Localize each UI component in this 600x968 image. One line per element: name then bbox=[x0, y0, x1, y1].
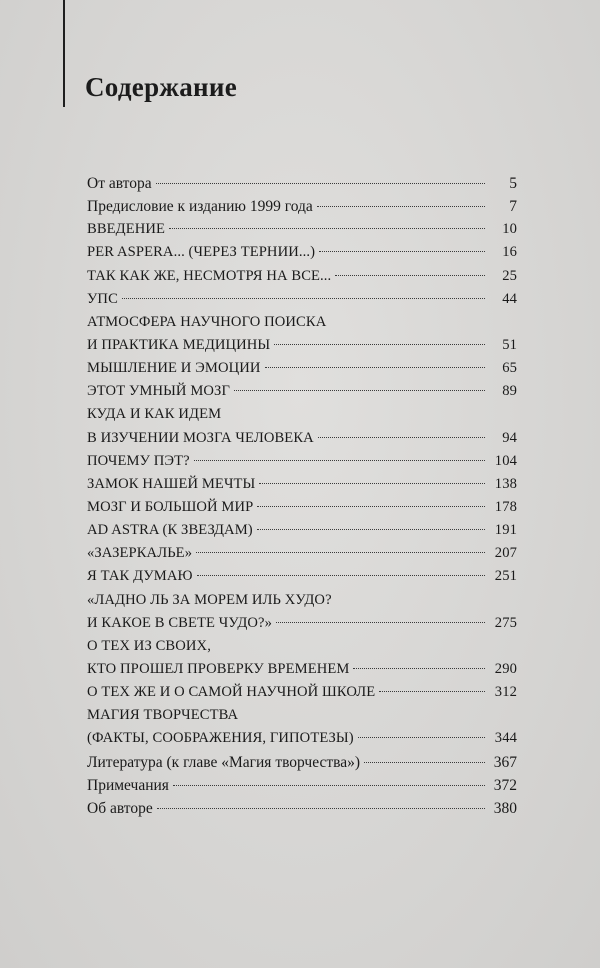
dot-leader bbox=[196, 552, 485, 553]
toc-entry-title: АТМОСФЕРА НАУЧНОГО ПОИСКА bbox=[87, 313, 327, 330]
toc-page-number: 251 bbox=[494, 568, 517, 585]
toc-line bbox=[87, 334, 517, 357]
toc-page-number: 207 bbox=[494, 545, 517, 562]
toc-line bbox=[87, 496, 517, 519]
toc-page-number: 372 bbox=[493, 776, 517, 794]
toc-line bbox=[87, 241, 517, 264]
toc-line bbox=[87, 473, 517, 496]
toc-line bbox=[87, 265, 517, 288]
dot-leader bbox=[364, 762, 485, 763]
toc-line bbox=[87, 172, 517, 195]
toc-entry-title: МАГИЯ ТВОРЧЕСТВА bbox=[87, 707, 239, 724]
dot-leader bbox=[197, 575, 485, 576]
toc-line bbox=[87, 288, 517, 311]
toc-line bbox=[87, 565, 517, 588]
toc-page-number: 380 bbox=[493, 799, 517, 817]
toc-line bbox=[87, 357, 517, 380]
toc-page-number: 7 bbox=[509, 198, 517, 216]
toc-line bbox=[87, 797, 517, 820]
dot-leader bbox=[274, 344, 485, 345]
toc-line bbox=[87, 635, 517, 658]
dot-leader bbox=[318, 437, 485, 438]
toc-line bbox=[87, 450, 517, 473]
toc-page-number: 89 bbox=[502, 383, 517, 400]
dot-leader bbox=[257, 506, 485, 507]
dot-leader bbox=[173, 785, 485, 786]
dot-leader bbox=[259, 483, 485, 484]
dot-leader bbox=[276, 622, 485, 623]
toc-page-number: 94 bbox=[502, 429, 517, 446]
toc-page-number: 275 bbox=[494, 614, 517, 631]
toc-entry-title: (ФАКТЫ, СООБРАЖЕНИЯ, ГИПОТЕЗЫ) bbox=[87, 730, 354, 747]
toc-entry-title: И ПРАКТИКА МЕДИЦИНЫ bbox=[87, 336, 271, 353]
dot-leader bbox=[358, 737, 485, 738]
dot-leader bbox=[317, 206, 485, 207]
toc-line bbox=[87, 519, 517, 542]
toc-entry-title: PER ASPERA... (ЧЕРЕЗ ТЕРНИИ...) bbox=[87, 244, 316, 261]
toc-line bbox=[87, 751, 517, 774]
dot-leader bbox=[379, 691, 485, 692]
toc-line bbox=[87, 774, 517, 797]
page-title: Содержание bbox=[85, 72, 238, 102]
dot-leader bbox=[122, 298, 485, 299]
toc-page-number: 138 bbox=[494, 475, 517, 492]
dot-leader bbox=[156, 183, 485, 184]
toc-page-number: 65 bbox=[502, 360, 517, 377]
toc-page-number: 367 bbox=[493, 753, 517, 771]
toc-entry-title: В ИЗУЧЕНИИ МОЗГА ЧЕЛОВЕКА bbox=[87, 429, 314, 446]
toc-line bbox=[87, 218, 517, 241]
toc-entry-title: О ТЕХ ИЗ СВОИХ, bbox=[87, 637, 211, 654]
toc-line bbox=[87, 681, 517, 704]
dot-leader bbox=[265, 367, 485, 368]
toc-entry-title: Примечания bbox=[87, 776, 169, 794]
toc-line bbox=[87, 195, 517, 218]
toc-entry-title: Предисловие к изданию 1999 года bbox=[87, 198, 313, 216]
dot-leader bbox=[353, 668, 485, 669]
dot-leader bbox=[169, 228, 485, 229]
toc-entry-title: МОЗГ И БОЛЬШОЙ МИР bbox=[87, 498, 254, 515]
toc-line bbox=[87, 380, 517, 403]
toc-line bbox=[87, 727, 517, 750]
toc-page-number: 104 bbox=[494, 452, 517, 469]
toc-line bbox=[87, 311, 517, 334]
toc-page-number: 44 bbox=[502, 290, 517, 307]
toc-entry-title: КУДА И КАК ИДЕМ bbox=[87, 406, 222, 423]
toc-entry-title: ЭТОТ УМНЫЙ МОЗГ bbox=[87, 383, 230, 400]
toc-page-number: 51 bbox=[502, 336, 517, 353]
toc-entry-title: AD ASTRA (К ЗВЕЗДАМ) bbox=[87, 522, 253, 539]
decorative-vertical-rule bbox=[63, 0, 65, 107]
dot-leader bbox=[234, 390, 485, 391]
toc-entry-title: От автора bbox=[87, 175, 152, 192]
toc-entry-title: МЫШЛЕНИЕ И ЭМОЦИИ bbox=[87, 360, 261, 377]
dot-leader bbox=[194, 460, 485, 461]
toc-page-number: 344 bbox=[494, 730, 517, 747]
dot-leader bbox=[319, 251, 485, 252]
toc-page-number: 10 bbox=[502, 221, 517, 238]
toc-entry-title: Я ТАК ДУМАЮ bbox=[87, 568, 193, 585]
toc-line bbox=[87, 403, 517, 426]
toc-page-number: 5 bbox=[509, 175, 517, 192]
toc-line bbox=[87, 704, 517, 727]
dot-leader bbox=[257, 529, 485, 530]
toc-line bbox=[87, 589, 517, 612]
toc-page-number: 312 bbox=[494, 684, 517, 701]
toc-line bbox=[87, 612, 517, 635]
toc-page-number: 191 bbox=[494, 522, 517, 539]
toc-entry-title: ПОЧЕМУ ПЭТ? bbox=[87, 452, 190, 469]
toc-entry-title: О ТЕХ ЖЕ И О САМОЙ НАУЧНОЙ ШКОЛЕ bbox=[87, 684, 376, 701]
toc-entry-title: «ЗАЗЕРКАЛЬЕ» bbox=[87, 545, 193, 562]
table-of-contents bbox=[87, 172, 517, 820]
toc-entry-title: ТАК КАК ЖЕ, НЕСМОТРЯ НА ВСЕ... bbox=[87, 267, 332, 284]
toc-entry-title: И КАКОЕ В СВЕТЕ ЧУДО?» bbox=[87, 614, 272, 631]
toc-page-number: 16 bbox=[502, 244, 517, 261]
toc-entry-title: ЗАМОК НАШЕЙ МЕЧТЫ bbox=[87, 475, 256, 492]
toc-entry-title: ВВЕДЕНИЕ bbox=[87, 221, 166, 238]
toc-entry-title: Об авторе bbox=[87, 799, 153, 817]
toc-entry-title: «ЛАДНО ЛЬ ЗА МОРЕМ ИЛЬ ХУДО? bbox=[87, 591, 332, 608]
toc-page-number: 25 bbox=[502, 267, 517, 284]
dot-leader bbox=[335, 275, 485, 276]
dot-leader bbox=[157, 808, 485, 809]
toc-page-number: 290 bbox=[494, 660, 517, 677]
toc-entry-title: Литература (к главе «Магия творчества») bbox=[87, 753, 361, 771]
toc-line bbox=[87, 658, 517, 681]
toc-line bbox=[87, 542, 517, 565]
toc-line bbox=[87, 427, 517, 450]
toc-entry-title: УПС bbox=[87, 290, 118, 307]
toc-page-number: 178 bbox=[494, 498, 517, 515]
toc-entry-title: КТО ПРОШЕЛ ПРОВЕРКУ ВРЕМЕНЕМ bbox=[87, 660, 350, 677]
